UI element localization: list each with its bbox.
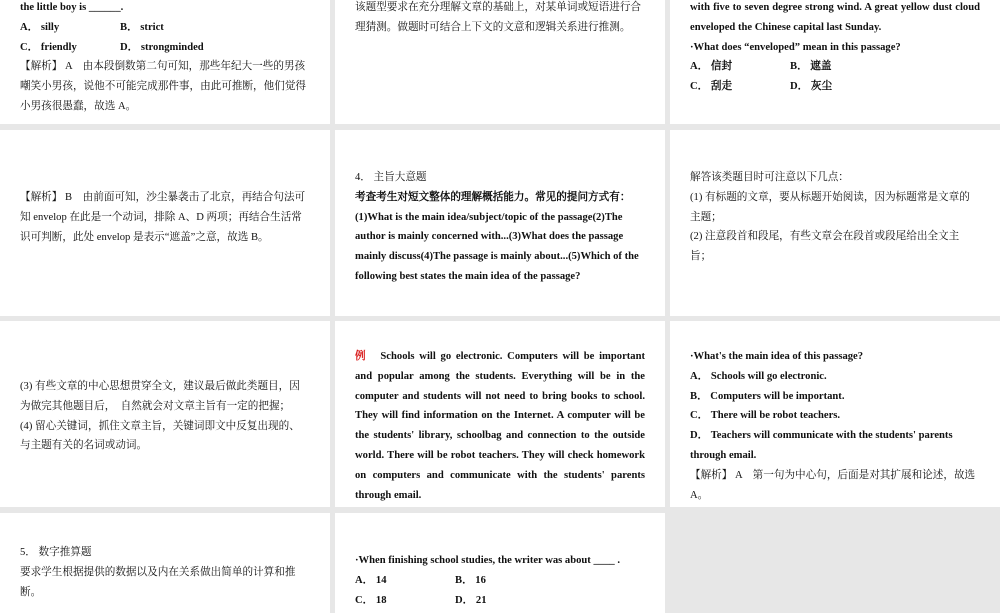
option-b: B． 16 [455, 574, 486, 586]
slide-9 [670, 321, 1000, 507]
option-d: D． 灰尘 [790, 81, 833, 93]
option-b: B． 遮盖 [790, 61, 832, 73]
section-heading: 4． 主旨大意题 [355, 172, 427, 183]
section-heading: 5． 数字推算题 [20, 547, 92, 558]
slide-2 [335, 0, 665, 124]
options-row-2 [20, 38, 310, 58]
section-description: 要求学生根据提供的数据以及内在关系做出简单的计算和推断。 [20, 566, 296, 598]
option-c: C． 18 [355, 594, 387, 606]
slide-6 [670, 130, 1000, 316]
tip-2: (2) 注意段首和段尾，有些文章会在段首或段尾给出全文主旨； [690, 231, 960, 263]
tip-1: (1) 有标题的文章，要从标题开始阅读，因为标题常是文章的主题； [690, 191, 970, 223]
example-passage [355, 347, 645, 505]
options-row-1 [355, 571, 645, 591]
question-type-description: 该题型要求在充分理解文章的基础上，对某单词或短语进行合理猜测。做题时可结合上下文的文意和逻辑关系进行推测。 [355, 2, 642, 33]
options-row-2 [355, 591, 645, 611]
option-a: A． Schools will go electronic. [690, 370, 827, 382]
analysis-text: 【解析】 B 由前面可知，沙尘暴袭击了北京，再结合句法可知 envelop 在此是一个动词，排除 A、D 两项；再结合生活常识可判断，此处 envelop 是表示“遮盖”之意，故选 B。 [20, 192, 306, 243]
option-d: D． 21 [455, 594, 487, 606]
example-text: Schools will go electronic. Computers will be important and popular among the students. Everything will be in the computer and students will not need to bring books to school. They will find information on the Internet. A computer will be the students' library, schoolbag and connection to the outside world. There will be robot teachers. They will check homework on computers and communicate with the students' parents through email. [355, 351, 646, 501]
question-text: ·When finishing school studies, the writer was about ____ . [355, 555, 620, 566]
analysis-text: 【解析】 A 由本段倒数第二句可知，那些年纪大一些的男孩嘲笑小男孩，说他不可能完成那件事，由此可推断，他们觉得小男孩很愚蠢，故选 A。 [20, 61, 307, 112]
slide-10 [0, 513, 330, 613]
options-row-1 [20, 18, 310, 38]
question-text: ·What's the main idea of this passage? [690, 351, 864, 362]
slide-7 [0, 321, 330, 507]
option-d: D． strongminded [120, 41, 204, 53]
tips-intro: 解答该类题目时可注意以下几点： [690, 172, 849, 183]
slide-3 [670, 0, 1000, 124]
option-a: A． 信封 [690, 61, 733, 73]
question-text: ·What does “enveloped” mean in this passage? [690, 41, 901, 53]
example-label: 例 [355, 351, 368, 362]
section-description: 考查考生对短文整体的理解概括能力。常见的提问方式有：(1)What is the main idea/subject/topic of the passage(2)The author is mainly concerned with...(3)What does the passage mainly discuss(4)The passage is mainly about...(5)Which of the following best states the main idea of the passage? [355, 191, 639, 282]
analysis-text: 【解析】 A 第一句为中心句，后面是对其扩展和论述，故选 A。 [690, 469, 976, 501]
option-c: C． friendly [20, 41, 77, 53]
tip-3: (3) 有些文章的中心思想贯穿全文，建议最后做此类题目，因为做完其他题目后， 自然就会对文章主旨有一定的把握； [20, 381, 300, 412]
slide-5 [335, 130, 665, 316]
option-d: D． Teachers will communicate with the students' parents through email. [690, 430, 953, 461]
slide-8 [335, 321, 665, 507]
question-tail: the little boy is ______. [20, 2, 124, 13]
option-a: A． 14 [355, 574, 387, 586]
options-row-1 [690, 57, 980, 77]
tip-4: (4) 留心关键词，抓住文章主旨，关键词即文中反复出现的、与主题有关的名词或动词。 [20, 420, 300, 452]
option-c: C． There will be robot teachers. [690, 410, 841, 422]
option-b: B． strict [120, 21, 164, 33]
passage-text: with five to seven degree strong wind. A great yellow dust cloud enveloped the Chinese capital last Sunday. [690, 2, 980, 33]
slide-11 [335, 513, 665, 613]
slide-4 [0, 130, 330, 316]
option-a: A． silly [20, 21, 60, 33]
option-b: B． Computers will be important. [690, 390, 845, 402]
option-c: C． 刮走 [690, 81, 733, 93]
options-row-2 [690, 77, 980, 97]
slide-1 [0, 0, 330, 124]
